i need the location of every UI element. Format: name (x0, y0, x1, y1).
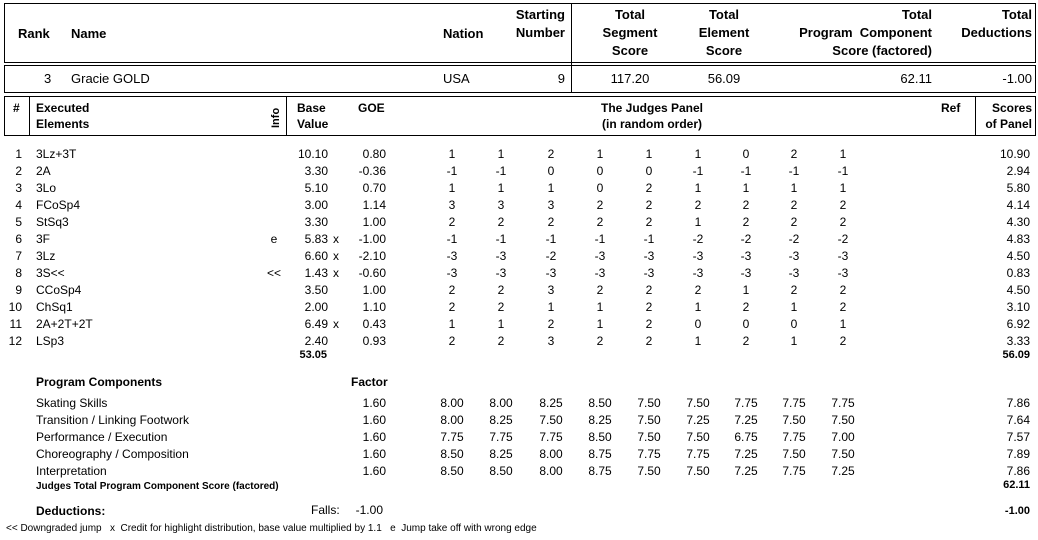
element-judge-score: 2 (790, 147, 798, 161)
component-judge-score: 7.50 (686, 430, 710, 444)
component-judge-score: 8.75 (588, 464, 612, 478)
element-goe: 0.43 (362, 317, 386, 331)
component-judge-score: 7.75 (782, 396, 806, 410)
element-judge-score: -1 (837, 164, 849, 178)
elements-score-total: 56.09 (1002, 349, 1030, 361)
element-judge-score: -3 (643, 266, 655, 280)
element-base-value: 3.30 (304, 164, 328, 178)
element-panel-score: 4.30 (1006, 215, 1030, 229)
element-judge-score: -3 (643, 249, 655, 263)
component-name: Performance / Execution (36, 430, 168, 444)
total-pcs-header: Total Program Component Score (factored) (799, 7, 932, 58)
element-panel-score: 10.90 (999, 147, 1030, 161)
element-judge-score: -1 (545, 232, 557, 246)
element-judge-score: -1 (495, 232, 507, 246)
element-judge-score: -3 (495, 266, 507, 280)
element-goe: -0.60 (358, 266, 386, 280)
component-judge-score: 8.00 (539, 447, 563, 461)
component-judge-score: 7.50 (539, 413, 563, 427)
element-credit-mark: x (333, 266, 339, 280)
component-factor: 1.60 (362, 464, 386, 478)
element-judge-score: 2 (596, 215, 604, 229)
skater-name: Gracie GOLD (71, 71, 150, 86)
component-factor: 1.60 (362, 396, 386, 410)
element-judge-score: 2 (645, 334, 653, 348)
element-goe: 1.10 (362, 300, 386, 314)
component-judge-score: 8.25 (588, 413, 612, 427)
element-num: 12 (8, 334, 22, 348)
element-judge-score: 2 (448, 215, 456, 229)
element-name: 3Lz+3T (36, 147, 77, 161)
element-num: 6 (15, 232, 22, 246)
element-judge-score: 1 (497, 317, 505, 331)
element-judge-score: -3 (788, 266, 800, 280)
component-judge-score: 8.75 (588, 447, 612, 461)
element-judge-score: 1 (790, 300, 798, 314)
element-judge-score: -3 (692, 266, 704, 280)
element-credit-mark: x (333, 249, 339, 263)
element-judge-score: 0 (694, 317, 702, 331)
component-judge-score: 8.50 (440, 447, 464, 461)
element-name: FCoSp4 (36, 198, 81, 212)
element-judge-score: 2 (547, 317, 555, 331)
element-panel-score: 4.50 (1006, 283, 1030, 297)
element-num: 5 (15, 215, 22, 229)
element-panel-score: 4.50 (1006, 249, 1030, 263)
component-judge-score: 7.50 (637, 430, 661, 444)
element-judge-score: 2 (497, 215, 505, 229)
component-judge-score: 7.50 (637, 464, 661, 478)
element-name: 3Lo (36, 181, 57, 195)
element-panel-score: 2.94 (1006, 164, 1030, 178)
element-goe: 1.00 (362, 283, 386, 297)
component-judge-score: 7.75 (686, 447, 710, 461)
component-factor: 1.60 (362, 447, 386, 461)
element-name: StSq3 (36, 215, 69, 229)
element-judge-score: -1 (594, 232, 606, 246)
component-judge-score: 8.25 (539, 396, 563, 410)
element-judge-score: 2 (645, 215, 653, 229)
skater-total-pcs: 62.11 (900, 71, 932, 86)
element-goe: -0.36 (358, 164, 386, 178)
element-judge-score: 2 (839, 334, 847, 348)
skater-total-segment-score: 117.20 (610, 71, 650, 86)
component-judge-score: 8.25 (489, 447, 513, 461)
element-judge-score: 1 (448, 317, 456, 331)
total-deductions-header: Total Deductions (961, 7, 1032, 40)
component-judge-score: 7.75 (782, 464, 806, 478)
element-judge-score: 1 (839, 147, 847, 161)
element-panel-score: 6.92 (1006, 317, 1030, 331)
element-credit-mark: x (333, 317, 339, 331)
element-goe: -2.10 (358, 249, 386, 263)
element-judge-score: 1 (596, 147, 604, 161)
nation-header: Nation (443, 26, 484, 41)
falls-label: Falls: (311, 503, 340, 517)
element-judge-score: 2 (497, 334, 505, 348)
element-judge-score: 0 (547, 164, 555, 178)
element-panel-score: 5.80 (1006, 181, 1030, 195)
element-judge-score: 2 (742, 198, 750, 212)
element-name: ChSq1 (36, 300, 73, 314)
elements-base-total: 53.05 (299, 349, 327, 361)
element-base-value: 3.30 (304, 215, 328, 229)
element-num: 2 (15, 164, 22, 178)
total-segment-score-header: Total Segment Score (602, 7, 658, 58)
element-goe: 1.14 (362, 198, 386, 212)
element-judge-score: 2 (742, 300, 750, 314)
element-name: LSp3 (36, 334, 65, 348)
deductions-label: Deductions: (36, 504, 106, 518)
elements-header-divider-1 (29, 96, 30, 136)
component-factor: 1.60 (362, 413, 386, 427)
element-num: 10 (8, 300, 22, 314)
element-judge-score: 0 (596, 181, 604, 195)
element-judge-score: 0 (645, 164, 653, 178)
element-judge-score: -3 (837, 266, 849, 280)
element-name: 3S<< (36, 266, 65, 280)
element-judge-score: -3 (446, 266, 458, 280)
element-judge-score: -1 (446, 164, 458, 178)
element-goe: 0.70 (362, 181, 386, 195)
component-judge-score: 7.25 (734, 413, 758, 427)
component-panel-score: 7.86 (1006, 396, 1030, 410)
element-judge-score: 3 (547, 334, 555, 348)
element-judge-score: 1 (839, 181, 847, 195)
element-judge-score: 2 (790, 283, 798, 297)
goe-header: GOE (358, 101, 385, 115)
component-judge-score: 7.50 (782, 413, 806, 427)
element-name: 2A+2T+2T (36, 317, 93, 331)
element-judge-score: 2 (694, 283, 702, 297)
element-judge-score: 2 (790, 198, 798, 212)
element-base-value: 6.49 (304, 317, 328, 331)
element-judge-score: -3 (545, 266, 557, 280)
component-judge-score: 7.50 (686, 464, 710, 478)
legend-text: << Downgraded jump x Credit for highlight distribution, base value multiplied by 1.1 e Jump take off with wrong edge (6, 523, 537, 534)
skater-nation: USA (443, 71, 470, 86)
component-judge-score: 7.50 (637, 396, 661, 410)
element-judge-score: 1 (742, 283, 750, 297)
elements-header-box (4, 96, 1036, 136)
num-header: # (13, 101, 20, 115)
component-judge-score: 7.25 (831, 464, 855, 478)
component-judge-score: 8.00 (440, 396, 464, 410)
element-judge-score: 3 (448, 198, 456, 212)
element-base-value: 5.83 (304, 232, 328, 246)
component-judge-score: 7.50 (782, 447, 806, 461)
element-num: 9 (15, 283, 22, 297)
element-base-value: 3.00 (304, 198, 328, 212)
element-judge-score: -1 (740, 164, 752, 178)
element-judge-score: 2 (645, 317, 653, 331)
skater-rank: 3 (44, 71, 52, 86)
element-goe: 0.80 (362, 147, 386, 161)
element-judge-score: 0 (596, 164, 604, 178)
component-name: Interpretation (36, 464, 107, 478)
element-judge-score: 1 (694, 334, 702, 348)
element-judge-score: -1 (643, 232, 655, 246)
element-judge-score: 2 (645, 181, 653, 195)
element-num: 11 (9, 317, 22, 331)
element-judge-score: -1 (788, 164, 800, 178)
element-judge-score: 2 (839, 215, 847, 229)
element-name: 3Lz (36, 249, 56, 263)
element-judge-score: 1 (694, 147, 702, 161)
element-name: CCoSp4 (36, 283, 82, 297)
element-judge-score: 2 (497, 300, 505, 314)
skater-starting-number: 9 (557, 71, 565, 86)
element-base-value: 1.43 (304, 266, 328, 280)
element-judge-score: 1 (547, 300, 555, 314)
element-panel-score: 3.33 (1006, 334, 1030, 348)
element-credit-mark: x (333, 232, 339, 246)
element-judge-score: -3 (692, 249, 704, 263)
element-judge-score: -3 (740, 249, 752, 263)
info-header: Info (270, 107, 282, 128)
component-judge-score: 7.25 (734, 464, 758, 478)
element-base-value: 5.10 (304, 181, 328, 195)
component-panel-score: 7.64 (1006, 413, 1030, 427)
total-element-score-header: Total Element Score (698, 7, 750, 58)
elements-header-divider-3 (975, 96, 976, 136)
element-judge-score: 2 (448, 300, 456, 314)
component-judge-score: 6.75 (734, 430, 758, 444)
component-panel-score: 7.57 (1006, 430, 1030, 444)
element-num: 8 (15, 266, 22, 280)
element-judge-score: 2 (596, 198, 604, 212)
component-judge-score: 7.25 (734, 447, 758, 461)
element-judge-score: 3 (547, 283, 555, 297)
skater-total-element-score: 56.09 (707, 71, 741, 86)
element-judge-score: 1 (596, 300, 604, 314)
pcs-total-label: Judges Total Program Component Score (factored) (36, 481, 279, 492)
element-num: 7 (15, 249, 22, 263)
element-judge-score: -1 (692, 164, 704, 178)
element-num: 1 (15, 147, 22, 161)
summary-divider (571, 3, 572, 93)
component-name: Skating Skills (36, 396, 108, 410)
element-judge-score: 1 (790, 181, 798, 195)
element-judge-score: 2 (742, 215, 750, 229)
element-name: 2A (36, 164, 51, 178)
element-judge-score: 1 (742, 181, 750, 195)
component-judge-score: 7.50 (637, 413, 661, 427)
element-judge-score: -1 (495, 164, 507, 178)
element-info: e (270, 232, 278, 246)
element-judge-score: 2 (742, 334, 750, 348)
element-panel-score: 4.83 (1006, 232, 1030, 246)
element-judge-score: 1 (694, 300, 702, 314)
component-judge-score: 7.00 (831, 430, 855, 444)
element-judge-score: -2 (545, 249, 557, 263)
component-judge-score: 7.75 (539, 430, 563, 444)
element-judge-score: 2 (547, 215, 555, 229)
element-judge-score: 1 (790, 334, 798, 348)
element-goe: 1.00 (362, 215, 386, 229)
element-judge-score: 2 (448, 283, 456, 297)
executed-elements-header: Executed Elements (36, 101, 90, 131)
component-judge-score: 7.50 (831, 447, 855, 461)
element-judge-score: 1 (645, 147, 653, 161)
skater-total-deductions: -1.00 (1002, 71, 1032, 86)
element-judge-score: 2 (645, 300, 653, 314)
deductions-total: -1.00 (1004, 505, 1030, 517)
component-panel-score: 7.86 (1006, 464, 1030, 478)
element-judge-score: -3 (740, 266, 752, 280)
element-judge-score: 2 (645, 283, 653, 297)
element-base-value: 6.60 (304, 249, 328, 263)
starting-number-header: Starting Number (515, 7, 565, 40)
component-judge-score: 8.00 (489, 396, 513, 410)
element-judge-score: 1 (596, 317, 604, 331)
element-judge-score: -2 (788, 232, 800, 246)
element-judge-score: 2 (839, 283, 847, 297)
component-judge-score: 8.50 (588, 396, 612, 410)
element-judge-score: 2 (645, 198, 653, 212)
element-judge-score: -3 (788, 249, 800, 263)
component-judge-score: 8.50 (588, 430, 612, 444)
element-panel-score: 3.10 (1006, 300, 1030, 314)
element-judge-score: 0 (742, 147, 750, 161)
element-panel-score: 0.83 (1006, 266, 1030, 280)
component-name: Transition / Linking Footwork (36, 413, 189, 427)
element-base-value: 3.50 (304, 283, 328, 297)
element-base-value: 10.10 (297, 147, 328, 161)
component-judge-score: 7.25 (686, 413, 710, 427)
program-components-title: Program Components (36, 375, 163, 389)
component-judge-score: 7.75 (440, 430, 464, 444)
element-name: 3F (36, 232, 51, 246)
component-judge-score: 7.50 (686, 396, 710, 410)
judges-panel-header: The Judges Panel (in random order) (600, 101, 704, 131)
ref-header: Ref (941, 101, 961, 115)
element-judge-score: 1 (694, 181, 702, 195)
elements-header-divider-2 (286, 96, 287, 136)
element-base-value: 2.00 (304, 300, 328, 314)
rank-header: Rank (18, 26, 50, 41)
element-judge-score: 2 (839, 198, 847, 212)
element-judge-score: -2 (837, 232, 849, 246)
element-judge-score: 1 (839, 317, 847, 331)
factor-header: Factor (351, 375, 388, 389)
component-judge-score: 8.00 (440, 413, 464, 427)
element-judge-score: 2 (497, 283, 505, 297)
component-judge-score: 7.75 (637, 447, 661, 461)
component-judge-score: 8.50 (440, 464, 464, 478)
element-goe: -1.00 (358, 232, 386, 246)
element-num: 4 (15, 198, 22, 212)
element-judge-score: 1 (448, 147, 456, 161)
element-judge-score: -1 (446, 232, 458, 246)
element-judge-score: 2 (790, 215, 798, 229)
element-judge-score: 1 (694, 215, 702, 229)
component-judge-score: 7.75 (734, 396, 758, 410)
element-judge-score: -3 (495, 249, 507, 263)
element-judge-score: -3 (594, 249, 606, 263)
scores-of-panel-header: Scores of Panel (985, 101, 1032, 131)
element-judge-score: -2 (740, 232, 752, 246)
element-judge-score: 3 (497, 198, 505, 212)
element-judge-score: -2 (692, 232, 704, 246)
skater-summary-row-box (4, 65, 1036, 93)
element-judge-score: 3 (547, 198, 555, 212)
falls-value: -1.00 (355, 503, 383, 517)
element-judge-score: 1 (448, 181, 456, 195)
element-panel-score: 4.14 (1006, 198, 1030, 212)
element-judge-score: 2 (448, 334, 456, 348)
element-num: 3 (15, 181, 22, 195)
element-judge-score: 0 (742, 317, 750, 331)
element-judge-score: 2 (547, 147, 555, 161)
base-value-header: Base Value (297, 101, 329, 131)
component-judge-score: 8.25 (489, 413, 513, 427)
element-judge-score: 0 (790, 317, 798, 331)
element-judge-score: 1 (547, 181, 555, 195)
component-judge-score: 8.00 (539, 464, 563, 478)
component-name: Choreography / Composition (36, 447, 189, 461)
element-judge-score: -3 (446, 249, 458, 263)
component-judge-score: 8.50 (489, 464, 513, 478)
component-judge-score: 7.75 (489, 430, 513, 444)
component-factor: 1.60 (362, 430, 386, 444)
element-judge-score: 1 (497, 147, 505, 161)
element-judge-score: 2 (596, 283, 604, 297)
element-judge-score: -3 (837, 249, 849, 263)
component-judge-score: 7.75 (831, 396, 855, 410)
element-judge-score: 2 (694, 198, 702, 212)
element-judge-score: 2 (596, 334, 604, 348)
element-goe: 0.93 (362, 334, 386, 348)
component-panel-score: 7.89 (1006, 447, 1030, 461)
element-base-value: 2.40 (304, 334, 328, 348)
name-header: Name (71, 26, 107, 41)
component-judge-score: 7.50 (831, 413, 855, 427)
pcs-total-score: 62.11 (1003, 479, 1030, 491)
element-judge-score: -3 (594, 266, 606, 280)
element-judge-score: 2 (839, 300, 847, 314)
element-info: << (266, 266, 281, 280)
component-judge-score: 7.75 (782, 430, 806, 444)
element-judge-score: 1 (497, 181, 505, 195)
